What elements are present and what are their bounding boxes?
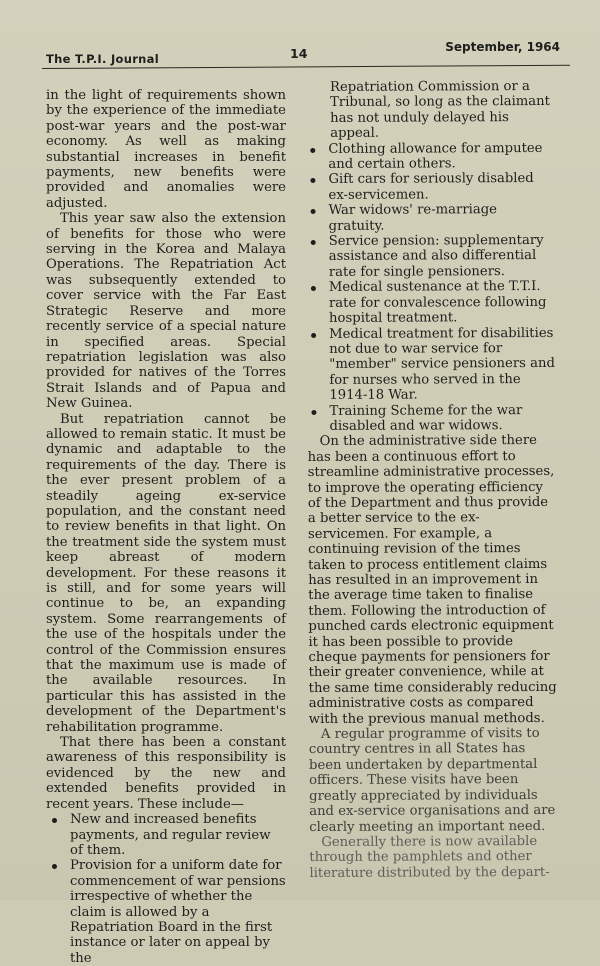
bullet-icon (311, 240, 316, 245)
bullet-icon (311, 332, 316, 337)
right-column (306, 79, 559, 881)
left-column (46, 88, 286, 966)
bullet-icon (52, 818, 57, 823)
journal-title: The T.P.I. Journal (46, 52, 159, 66)
page-number: 14 (290, 46, 308, 61)
issue-date: September, 1964 (445, 40, 560, 54)
bullet-icon (52, 864, 57, 869)
list-item: War widows' re-marriage gratuity. (307, 202, 557, 234)
bullet-icon (310, 148, 315, 153)
list-item: Medical treatment for disabilities not due to war service for "member" service pensioners and for nurses who served in the 1914-18 War. (307, 325, 557, 403)
paragraph-country-visits: A regular programme of visits to country centres in all States has been undertaken by departmental officers. These visits have been greatly appreciated by individuals and ex-service organisations and are clearly meeting an important need. (308, 726, 556, 835)
list-item: Medical sustenance at the T.T.I. rate for convalescence following hospital treatment. (307, 279, 557, 326)
paragraph-dynamic-repatriation: But repatriation cannot be allowed to remain static. It must be dynamic and adaptable to the requirements of the day. There is the ever present problem of a steadily ageing ex-service population, and the constant need to review benefits in that light. On the treatment side the system must keep abreast of modern development. For these reasons it is still, and for some years will continue to be, an expanding system. Some rearrangements of the use of the hospitals under the control of the Commission ensures that the maximum use is made of the available resources. In particular this has assisted in the development of the Department's rehabilitation programme. (46, 411, 286, 735)
list-item: New and increased benefits payments, and regular review of them. (46, 812, 286, 858)
list-item: Clothing allowance for amputee and certain others. (306, 141, 556, 173)
paragraph-administrative: On the administrative side there has been a continuous effort to streamline administrative processes, to improve the operating efficiency of the Department and thus provide a better service to the ex-servicemen. For example, a continuing revision of the times taken to process entitlement claims has resulted in an improvement in the average time taken to finalise them. Following the introduction of punched cards electronic equipment it has been possible to provide cheque payments for pensioners for their greater convenience, while at the same time considerably reducing administrative costs as compared with the previous manual methods. (307, 433, 557, 727)
paragraph-benefits-intro: That there has been a constant awareness of this responsibility is evidenced by the new and extended benefits provided in recent years. These include— (46, 735, 286, 812)
benefits-list-right (306, 141, 557, 435)
list-item: Gift cars for seriously disabled ex-servicemen. (306, 171, 556, 203)
paragraph-tribunal-continuation: Repatriation Commission or a Tribunal, so long as the claimant has not unduly delayed his appeal. (329, 79, 550, 142)
paragraph-korea-malaya: This year saw also the extension of benefits for those who were serving in the Korea and Malaya Operations. The Repatriation Act was subsequently extended to cover service with the Far East Strategic Reserve and more recently service of a special nature in specified areas. Special repatriation legislation was also provided for natives of the Torres Strait Islands and of Papua and New Guinea. (46, 211, 286, 412)
list-item: Service pension: supplementary assistance and also differential rate for single pensioners. (307, 233, 557, 280)
paragraph-literature: Generally there is now available through the pamphlets and other literature distributed by the depart- (309, 833, 550, 881)
bullet-icon (311, 286, 316, 291)
paragraph-continuation: in the light of requirements shown by the experience of the immediate post-war years and the post-war economy. As well as making substantial increases in benefit payments, new benefits were provided and anomalies were adjusted. (46, 88, 286, 211)
benefits-list-left (46, 812, 286, 966)
bullet-icon (311, 409, 316, 414)
page-header (46, 38, 572, 68)
bullet-icon (311, 209, 316, 214)
list-item: Training Scheme for the war disabled and war widows. (307, 402, 557, 434)
bullet-icon (310, 178, 315, 183)
list-item: Provision for a uniform date for commencement of war pensions irrespective of whether the claim is allowed by a Repatriation Board in the first instance or later on appeal by the (46, 858, 286, 966)
